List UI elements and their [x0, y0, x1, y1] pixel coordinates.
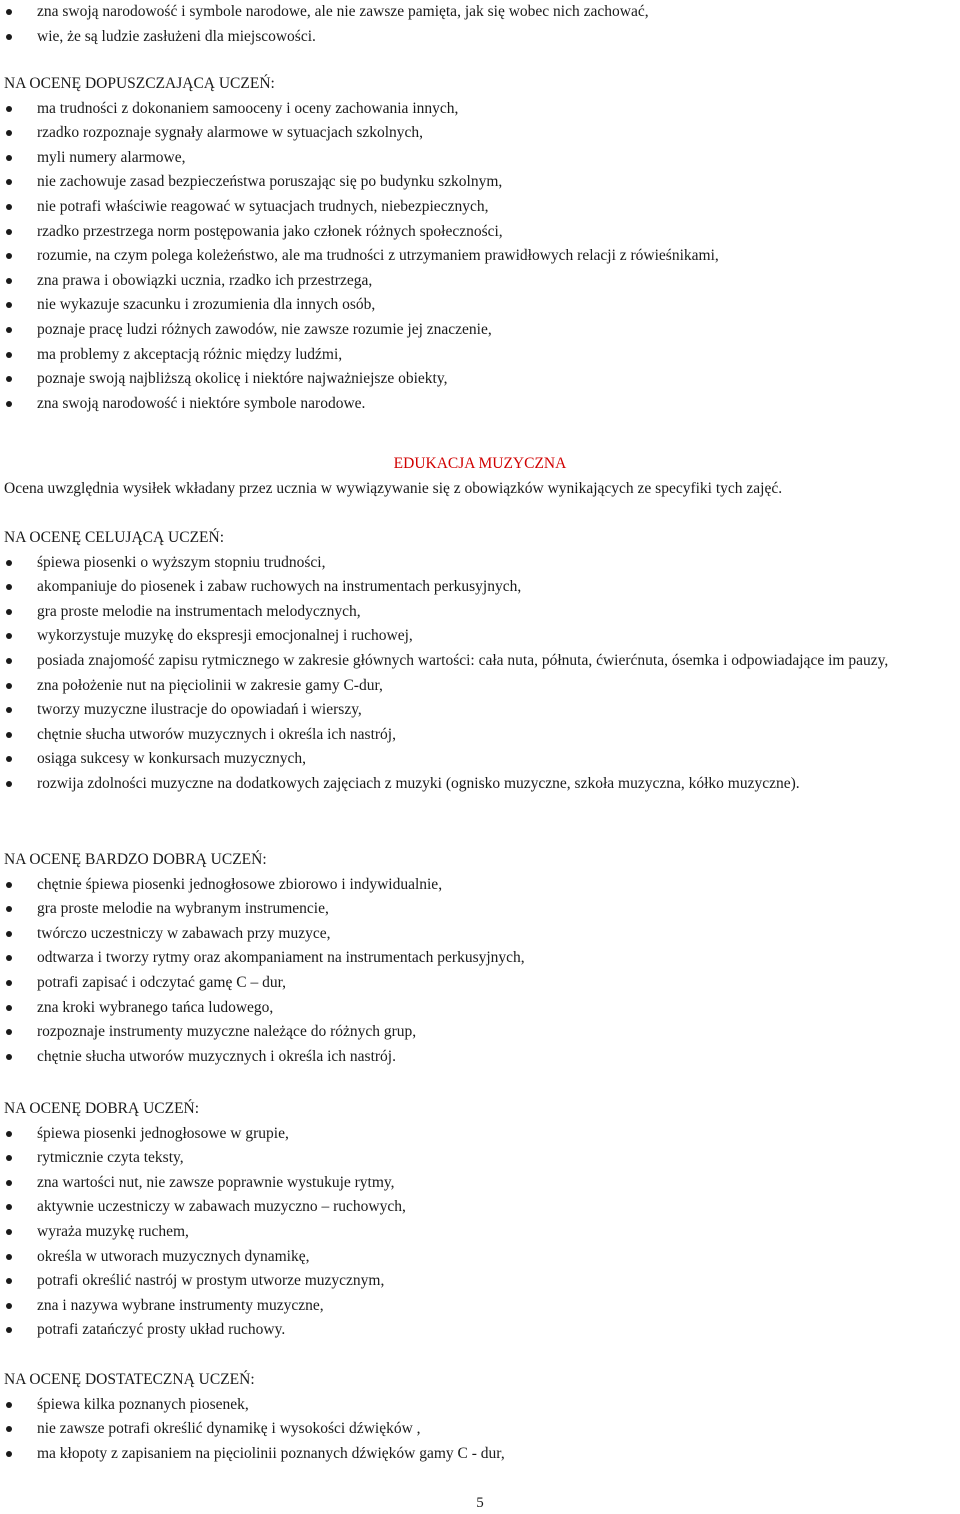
bullet-icon	[6, 376, 12, 382]
list-item: rzadko przestrzega norm postępowania jako członek różnych społeczności,	[0, 220, 960, 245]
list-item: chętnie słucha utworów muzycznych i określa ich nastrój.	[0, 1045, 960, 1070]
bullet-icon	[6, 658, 12, 664]
bullet-icon	[6, 1426, 12, 1432]
bullet-icon	[6, 204, 12, 210]
list-item: rozumie, na czym polega koleżeństwo, ale ma trudności z utrzymaniem prawidłowych relacji z rówieśnikami,	[0, 244, 960, 269]
criteria-list	[0, 873, 960, 1070]
list-item: osiąga sukcesy w konkursach muzycznych,	[0, 747, 960, 772]
list-item: śpiewa piosenki o wyższym stopniu trudności,	[0, 551, 960, 576]
list-item: zna wartości nut, nie zawsze poprawnie wystukuje rytmy,	[0, 1171, 960, 1196]
list-item: chętnie słucha utworów muzycznych i określa ich nastrój,	[0, 723, 960, 748]
bullet-icon	[6, 955, 12, 961]
list-item: posiada znajomość zapisu rytmicznego w zakresie głównych wartości: cała nuta, półnuta, ćwierćnuta, ósemka i odpowiadające im pauzy,	[0, 649, 960, 674]
bullet-icon	[6, 1303, 12, 1309]
bullet-icon	[6, 34, 12, 40]
bullet-icon	[6, 931, 12, 937]
bullet-icon	[6, 707, 12, 713]
list-item: wykorzystuje muzykę do ekspresji emocjonalnej i ruchowej,	[0, 624, 960, 649]
bullet-icon	[6, 9, 12, 15]
section-celujaca	[0, 526, 960, 797]
list-item: zna i nazywa wybrane instrumenty muzyczne,	[0, 1294, 960, 1319]
list-item: gra proste melodie na instrumentach melodycznych,	[0, 600, 960, 625]
bullet-icon	[6, 560, 12, 566]
section-heading: NA OCENĘ DOPUSZCZAJĄCĄ UCZEŃ:	[4, 75, 275, 92]
bullet-icon	[6, 683, 12, 689]
intro-paragraph: Ocena uwzględnia wysiłek wkładany przez ucznia w wywiązywanie się z obowiązków wynikających ze specyfiki tych zajęć.	[4, 479, 783, 497]
list-item: rozpoznaje instrumenty muzyczne należące do różnych grup,	[0, 1020, 960, 1045]
bullet-icon	[6, 179, 12, 185]
list-item: wyraża muzykę ruchem,	[0, 1220, 960, 1245]
bullet-icon	[6, 584, 12, 590]
list-item: zna prawa i obowiązki ucznia, rzadko ich przestrzega,	[0, 269, 960, 294]
page-number: 5	[476, 1495, 484, 1511]
section-heading: NA OCENĘ BARDZO DOBRĄ UCZEŃ:	[4, 851, 267, 868]
list-item: poznaje pracę ludzi różnych zawodów, nie zawsze rozumie jej znaczenie,	[0, 318, 960, 343]
bullet-icon	[6, 327, 12, 333]
bullet-icon	[6, 302, 12, 308]
list-item: gra proste melodie na wybranym instrumencie,	[0, 897, 960, 922]
section-edukacja-muzyczna	[0, 452, 960, 501]
bullet-icon	[6, 980, 12, 986]
list-item: poznaje swoją najbliższą okolicę i niektóre najważniejsze obiekty,	[0, 367, 960, 392]
criteria-list	[0, 551, 960, 797]
top-list	[0, 0, 960, 49]
list-item: odtwarza i tworzy rytmy oraz akompaniament na instrumentach perkusyjnych,	[0, 946, 960, 971]
list-item: nie wykazuje szacunku i zrozumienia dla innych osób,	[0, 293, 960, 318]
bullet-icon	[6, 1180, 12, 1186]
bullet-icon	[6, 1054, 12, 1060]
bullet-icon	[6, 352, 12, 358]
list-item: zna swoją narodowość i symbole narodowe, ale nie zawsze pamięta, jak się wobec nich zachować,	[0, 0, 960, 25]
bullet-icon	[6, 1278, 12, 1284]
bullet-icon	[6, 781, 12, 787]
list-item: myli numery alarmowe,	[0, 146, 960, 171]
list-item: aktywnie uczestniczy w zabawach muzyczno – ruchowych,	[0, 1195, 960, 1220]
list-item: zna kroki wybranego tańca ludowego,	[0, 996, 960, 1021]
bullet-icon	[6, 401, 12, 407]
bullet-icon	[6, 130, 12, 136]
list-item: ma kłopoty z zapisaniem na pięciolinii poznanych dźwięków gamy C - dur,	[0, 1442, 960, 1467]
section-title: EDUKACJA MUZYCZNA	[393, 455, 567, 472]
section-dostateczna	[0, 1368, 960, 1466]
section-dobra	[0, 1097, 960, 1343]
bullet-icon	[6, 1229, 12, 1235]
bullet-icon	[6, 633, 12, 639]
list-item: śpiewa kilka poznanych piosenek,	[0, 1393, 960, 1418]
bullet-icon	[6, 229, 12, 235]
bullet-icon	[6, 1327, 12, 1333]
section-dopuszczajaca	[0, 72, 960, 416]
list-item: zna swoją narodowość i niektóre symbole narodowe.	[0, 392, 960, 417]
bullet-icon	[6, 1029, 12, 1035]
list-item: potrafi zapisać i odczytać gamę C – dur,	[0, 971, 960, 996]
list-item: ma trudności z dokonaniem samooceny i oceny zachowania innych,	[0, 97, 960, 122]
bullet-icon	[6, 1005, 12, 1011]
bullet-icon	[6, 1402, 12, 1408]
list-item: rzadko rozpoznaje sygnały alarmowe w sytuacjach szkolnych,	[0, 121, 960, 146]
list-item: potrafi określić nastrój w prostym utworze muzycznym,	[0, 1269, 960, 1294]
list-item: nie zachowuje zasad bezpieczeństwa poruszając się po budynku szkolnym,	[0, 170, 960, 195]
section-heading: NA OCENĘ CELUJĄCĄ UCZEŃ:	[4, 529, 225, 546]
list-item: określa w utworach muzycznych dynamikę,	[0, 1245, 960, 1270]
top-continuation-section	[0, 0, 960, 49]
list-item: tworzy muzyczne ilustracje do opowiadań i wierszy,	[0, 698, 960, 723]
section-heading: NA OCENĘ DOBRĄ UCZEŃ:	[4, 1100, 200, 1117]
bullet-icon	[6, 1451, 12, 1457]
criteria-list	[0, 1393, 960, 1467]
bullet-icon	[6, 732, 12, 738]
list-item: ma problemy z akceptacją różnic między ludźmi,	[0, 343, 960, 368]
section-bardzo-dobra	[0, 848, 960, 1069]
bullet-icon	[6, 1254, 12, 1260]
list-item: rytmicznie czyta teksty,	[0, 1146, 960, 1171]
list-item: nie zawsze potrafi określić dynamikę i wysokości dźwięków ,	[0, 1417, 960, 1442]
bullet-icon	[6, 1204, 12, 1210]
section-heading: NA OCENĘ DOSTATECZNĄ UCZEŃ:	[4, 1371, 255, 1388]
list-item: zna położenie nut na pięciolinii w zakresie gamy C-dur,	[0, 674, 960, 699]
bullet-icon	[6, 756, 12, 762]
bullet-icon	[6, 106, 12, 112]
list-item: nie potrafi właściwie reagować w sytuacjach trudnych, niebezpiecznych,	[0, 195, 960, 220]
bullet-icon	[6, 253, 12, 259]
list-item: chętnie śpiewa piosenki jednogłosowe zbiorowo i indywidualnie,	[0, 873, 960, 898]
list-item: wie, że są ludzie zasłużeni dla miejscowości.	[0, 25, 960, 50]
bullet-icon	[6, 609, 12, 615]
bullet-icon	[6, 882, 12, 888]
list-item: akompaniuje do piosenek i zabaw ruchowych na instrumentach perkusyjnych,	[0, 575, 960, 600]
list-item: potrafi zatańczyć prosty układ ruchowy.	[0, 1318, 960, 1343]
bullet-icon	[6, 1131, 12, 1137]
bullet-icon	[6, 155, 12, 161]
list-item: twórczo uczestniczy w zabawach przy muzyce,	[0, 922, 960, 947]
criteria-list	[0, 97, 960, 417]
list-item: śpiewa piosenki jednogłosowe w grupie,	[0, 1122, 960, 1147]
criteria-list	[0, 1122, 960, 1343]
bullet-icon	[6, 278, 12, 284]
bullet-icon	[6, 1155, 12, 1161]
bullet-icon	[6, 906, 12, 912]
list-item: rozwija zdolności muzyczne na dodatkowych zajęciach z muzyki (ognisko muzyczne, szkoła muzyczna, kółko muzyczne).	[0, 772, 960, 797]
